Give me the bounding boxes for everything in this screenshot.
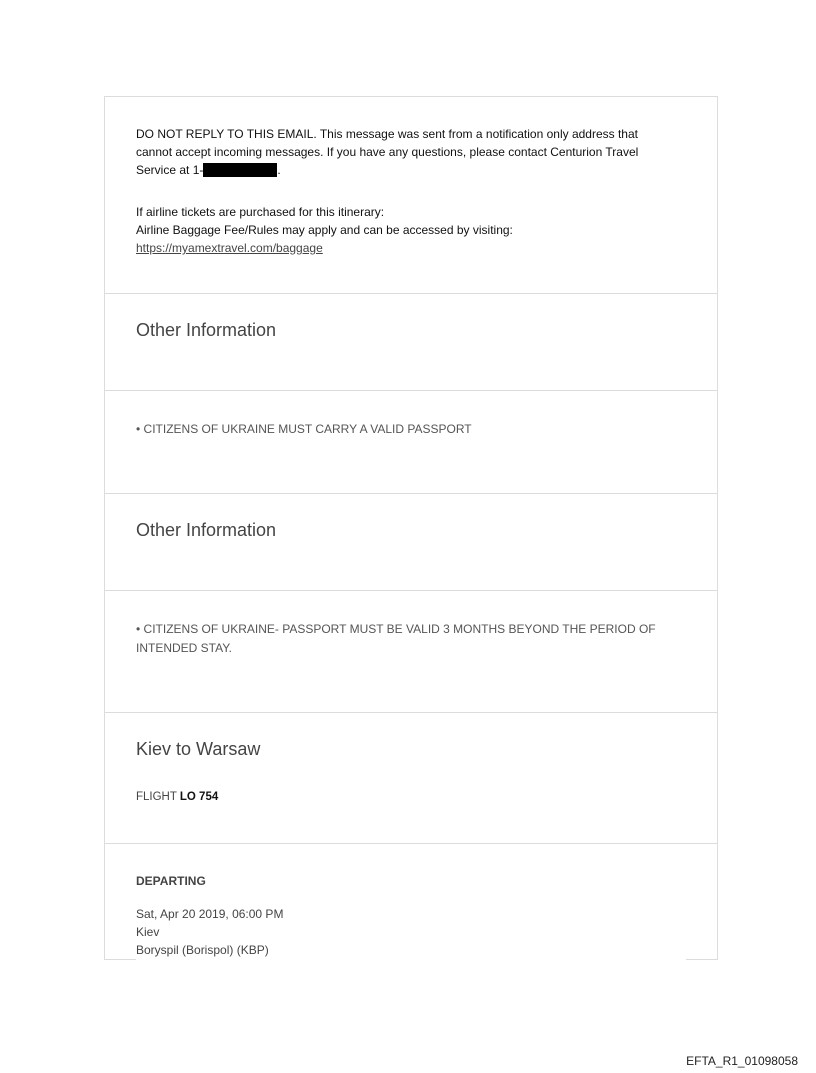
section-divider bbox=[105, 493, 717, 494]
section-title-other-info-1: Other Information bbox=[136, 320, 277, 340]
section-divider bbox=[105, 712, 717, 713]
notice-end: . bbox=[277, 163, 281, 177]
frame-bottom-left-edge bbox=[104, 959, 136, 960]
baggage-link[interactable]: https://myamextravel.com/baggage bbox=[136, 241, 323, 255]
no-reply-text: DO NOT REPLY TO THIS EMAIL. This message was sent from a notification only address that cannot accept incoming messages. If you have any questions, please contact Centurion Travel Service at 1- bbox=[136, 127, 639, 177]
section-title-other-info-2: Other Information bbox=[136, 520, 277, 540]
route-title: Kiev to Warsaw bbox=[136, 739, 261, 759]
no-reply-notice bbox=[136, 125, 676, 179]
baggage-text: Airline Baggage Fee/Rules may apply and can be accessed by visiting: bbox=[136, 223, 513, 237]
flight-number: LO 754 bbox=[179, 791, 219, 803]
departing-datetime: Sat, Apr 20 2019, 06:00 PM bbox=[136, 907, 284, 921]
baggage-info bbox=[136, 203, 676, 257]
flight-info bbox=[136, 791, 218, 803]
departing-label: DEPARTING bbox=[136, 874, 206, 888]
departing-city: Kiev bbox=[136, 925, 160, 939]
departing-airport: Boryspil (Borispol) (KBP) bbox=[136, 943, 269, 957]
section-divider bbox=[105, 590, 717, 591]
flight-label: FLIGHT bbox=[136, 791, 177, 803]
frame-bottom-right-edge bbox=[686, 959, 718, 960]
baggage-intro: If airline tickets are purchased for this itinerary: bbox=[136, 205, 385, 219]
redaction-block bbox=[203, 163, 277, 177]
section-divider bbox=[105, 843, 717, 844]
section-divider bbox=[105, 293, 717, 294]
document-id: EFTA_R1_01098058 bbox=[686, 1054, 798, 1068]
passport-note-2: • CITIZENS OF UKRAINE- PASSPORT MUST BE VALID 3 MONTHS BEYOND THE PERIOD OF INTENDED STAY. bbox=[136, 622, 656, 655]
passport-note-1: • CITIZENS OF UKRAINE MUST CARRY A VALID PASSPORT bbox=[136, 422, 472, 436]
departing-details bbox=[136, 905, 283, 959]
section-divider bbox=[105, 390, 717, 391]
